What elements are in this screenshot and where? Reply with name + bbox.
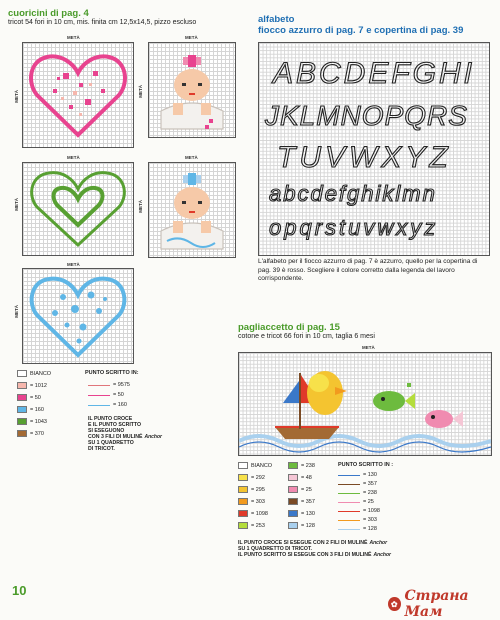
legend-punto-title: PUNTO SCRITTO IN : [338, 462, 394, 468]
legend-label: = 357 [363, 481, 377, 487]
legend-stitch-row [338, 517, 377, 523]
swatch-bianco [238, 462, 248, 469]
legend-stitch-row [338, 499, 374, 505]
note-line: IL PUNTO CROCE [88, 416, 133, 422]
legend-color-row [238, 498, 265, 505]
stitch-line-25 [338, 502, 360, 503]
swatch-303 [238, 498, 248, 505]
legend-label: = 130 [301, 510, 315, 517]
heart-blue-pattern [23, 269, 133, 363]
watermark-text: Страна Мам [404, 588, 469, 620]
legend-label: = 253 [251, 522, 265, 529]
note-line: DI TRICOT. [88, 446, 115, 452]
stitch-line-160 [88, 405, 110, 406]
heart-pink-pattern [23, 43, 133, 147]
legend-label: BIANCO [30, 370, 52, 377]
legend-color-row [17, 382, 47, 389]
anchor-brand: Anchor [144, 434, 162, 440]
legend-label: = 128 [301, 522, 315, 529]
legend-label: = 303 [363, 517, 377, 523]
legend-bianco [17, 370, 51, 377]
title-alfabeto: alfabeto [258, 14, 295, 25]
legend-label: = 295 [251, 486, 265, 493]
legend-label: = 1098 [363, 508, 380, 514]
swatch-50 [17, 394, 27, 401]
meta-label-vertical: METÀ [138, 200, 143, 213]
chart-heart-green [22, 162, 134, 256]
title-pagliaccetto: pagliaccetto di pag. 15 [238, 322, 340, 333]
note-line: SI ESEGUONO [88, 428, 125, 434]
legend-label: = 1043 [30, 418, 47, 425]
meta-label: METÀ [67, 35, 80, 40]
subtitle-alfabeto: fiocco azzurro di pag. 7 e copertina di pag. 39 [258, 25, 464, 36]
swatch-160 [17, 406, 27, 413]
alphabet-lower-row2: opqrstuvwxyz [269, 215, 439, 240]
chart-baby-blue [148, 162, 236, 258]
chart-pagliaccetto [238, 352, 492, 456]
legend-color-row [17, 418, 47, 425]
chart-heart-pink [22, 42, 134, 148]
legend-label: = 357 [301, 498, 315, 505]
legend-color-row [17, 394, 41, 401]
note-line: SU 1 QUADRETTO DI TRICOT. [238, 546, 312, 552]
legend-color-row [238, 510, 268, 517]
swatch-48 [288, 474, 298, 481]
legend-label: = 130 [363, 472, 377, 478]
legend-color-row [17, 406, 44, 413]
legend-color-row [288, 486, 312, 493]
baby-pink-pattern [149, 43, 235, 137]
title-cuoricini: cuoricini di pag. 4 [8, 8, 89, 19]
legend-bianco [238, 462, 272, 469]
meta-label: METÀ [67, 155, 80, 160]
alphabet-upper-row1: ABCDEFGHI [273, 57, 476, 90]
page-number: 10 [12, 583, 27, 598]
note-line: IL PUNTO CROCE SI ESEGUE CON 2 FILI DI MULINÉ [238, 540, 368, 546]
legend-label: = 50 [30, 394, 41, 401]
swatch-292 [238, 474, 248, 481]
swatch-295 [238, 486, 248, 493]
watermark-logo-icon: ✿ [388, 597, 401, 611]
anchor-brand: Anchor [373, 552, 391, 558]
legend-color-row [238, 474, 265, 481]
stitch-line-50 [88, 395, 110, 396]
bottom-note [238, 540, 488, 558]
meta-label: METÀ [185, 35, 198, 40]
subtitle-pagliaccetto: cotone e tricot 66 fori in 10 cm, taglia 6 mesi [238, 333, 375, 340]
legend-stitch-row [88, 402, 127, 408]
chart-alphabet [258, 42, 490, 256]
left-note [88, 416, 162, 452]
legend-stitch-row [88, 382, 130, 388]
legend-label: = 370 [30, 430, 44, 437]
swatch-238 [288, 462, 298, 469]
meta-label-vertical: METÀ [14, 90, 19, 103]
swatch-1098 [238, 510, 248, 517]
stitch-line-128 [338, 529, 360, 530]
chart-baby-pink [148, 42, 236, 138]
legend-stitch-row [338, 481, 377, 487]
swatch-1012 [17, 382, 27, 389]
stitch-line-130 [338, 475, 360, 476]
legend-label: = 238 [363, 490, 377, 496]
alphabet-lower-row1: abcdefghiklmn [269, 181, 437, 206]
swatch-130 [288, 510, 298, 517]
meta-label-vertical: METÀ [14, 198, 19, 211]
alphabet-upper-row2: JKLMNOPQRS [265, 100, 468, 131]
swatch-370 [17, 430, 27, 437]
note-line: CON 3 FILI DI MULINÉ [88, 434, 143, 440]
legend-punto-title: PUNTO SCRITTO IN: [85, 370, 139, 376]
legend-stitch-row [88, 392, 124, 398]
meta-label-vertical: METÀ [14, 305, 19, 318]
meta-label: METÀ [67, 262, 80, 267]
legend-label: = 48 [301, 474, 312, 481]
swatch-25 [288, 486, 298, 493]
legend-label: = 1098 [251, 510, 268, 517]
heart-green-pattern [23, 163, 133, 255]
legend-color-row [288, 474, 312, 481]
legend-color-row [288, 498, 315, 505]
legend-color-row [17, 430, 44, 437]
baby-blue-pattern [149, 163, 235, 257]
note-line: E IL PUNTO SCRITTO [88, 422, 142, 428]
legend-stitch-row [338, 490, 377, 496]
note-line: IL PUNTO SCRITTO SI ESEGUE CON 3 FILI DI MULINÉ [238, 552, 372, 558]
stitch-line-1098 [338, 511, 360, 512]
note-line-brand [238, 552, 488, 558]
stitch-line-238 [338, 493, 360, 494]
legend-color-row [288, 522, 315, 529]
legend-stitch-row [338, 526, 377, 532]
swatch-bianco [17, 370, 27, 377]
alphabet-description: L'alfabeto per il fiocco azzurro di pag. 7 è azzurro, quello per la copertina di pag. 39 è rosso. Scegliere il colore corretto dalla legenda del lavoro corrispondente. [258, 258, 478, 282]
legend-stitch-row [338, 508, 380, 514]
watermark [388, 588, 500, 620]
legend-label: = 160 [113, 402, 127, 408]
swatch-253 [238, 522, 248, 529]
pagliaccetto-pattern [239, 353, 491, 455]
legend-label: = 303 [251, 498, 265, 505]
legend-stitch-row [338, 472, 377, 478]
legend-label: = 1012 [30, 382, 47, 389]
legend-color-row [238, 522, 265, 529]
legend-label: = 25 [363, 499, 374, 505]
legend-color-row [288, 510, 315, 517]
note-line: SU 1 QUADRETTO [88, 440, 134, 446]
legend-label: = 25 [301, 486, 312, 493]
swatch-357 [288, 498, 298, 505]
legend-label: = 292 [251, 474, 265, 481]
stitch-line-303 [338, 520, 360, 521]
legend-label: = 9575 [113, 382, 130, 388]
stitch-line-9575 [88, 385, 110, 386]
swatch-128 [288, 522, 298, 529]
legend-label: = 238 [301, 462, 315, 469]
chart-heart-blue [22, 268, 134, 364]
alphabet-pattern [259, 43, 489, 255]
legend-label: = 50 [113, 392, 124, 398]
legend-color-row [288, 462, 315, 469]
legend-label: BIANCO [251, 462, 273, 469]
alphabet-upper-row3: TUVWXYZ [277, 141, 452, 174]
meta-label-vertical: METÀ [138, 85, 143, 98]
swatch-1043 [17, 418, 27, 425]
subtitle-cuoricini: tricot 54 fori in 10 cm, mis. finita cm 12,5x14,5, pizzo escluso [8, 19, 197, 26]
legend-label: = 128 [363, 526, 377, 532]
legend-label: = 160 [30, 406, 44, 413]
legend-color-row [238, 486, 265, 493]
anchor-brand: Anchor [369, 540, 388, 546]
meta-label: METÀ [362, 345, 375, 350]
stitch-line-357 [338, 484, 360, 485]
meta-label: METÀ [185, 155, 198, 160]
